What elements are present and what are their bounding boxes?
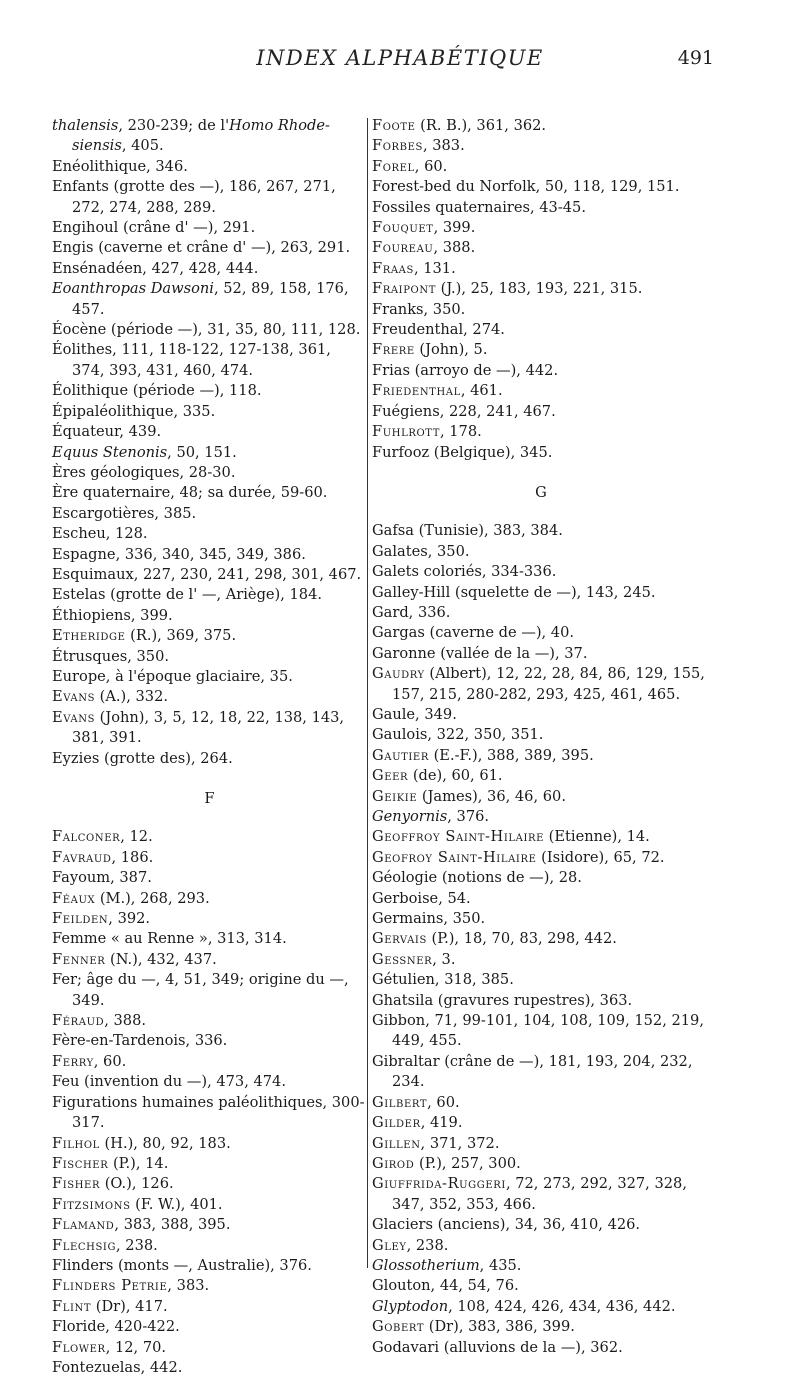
index-entry [372, 1052, 710, 1093]
entry-text: , 435. [479, 1256, 522, 1274]
index-entry [372, 725, 710, 745]
entry-name: Fraas [372, 259, 414, 277]
entry-text: Ensénadéen, 427, 428, 444. [52, 259, 259, 277]
entry-text: (M.), 268, 293. [95, 889, 210, 907]
entry-name: Gaudry [372, 665, 425, 683]
entry-text: Éolithes, 111, 118-122, 127-138, 361, 374, 393, 431, 460, 474. [52, 341, 331, 379]
entry-text: Flinders (monts —, Australie), 376. [52, 1256, 312, 1274]
index-entry [372, 644, 710, 664]
entry-name: Favraud [52, 848, 112, 866]
entry-name: Fenner [52, 950, 106, 968]
index-entry [372, 218, 710, 238]
index-entry [372, 157, 710, 177]
entry-text: , 376. [447, 808, 490, 825]
entry-text: Femme « au Renne », 313, 314. [52, 930, 287, 948]
entry-text: Engis (caverne et crâne d' —), 263, 291. [52, 239, 351, 257]
entry-text: Gaule, 349. [372, 705, 457, 723]
entry-text: , 230-239; de l' [118, 117, 230, 134]
entry-text: , 238. [406, 1236, 449, 1254]
entry-name: Gilbert [372, 1093, 428, 1111]
index-entry [372, 1134, 710, 1154]
index-entry [52, 1011, 367, 1031]
entry-name: Gobert [372, 1318, 425, 1336]
index-entry [52, 970, 367, 1011]
entry-text: , 12, 70. [105, 1338, 167, 1356]
entry-italic-term: Genyornis [372, 808, 448, 825]
entry-text: , 108, 424, 426, 434, 436, 442. [448, 1297, 676, 1315]
index-entry [52, 1358, 367, 1378]
entry-name: Falconer [52, 828, 121, 846]
entry-text: Épipaléolithique, 335. [52, 402, 216, 420]
entry-text: , 238. [116, 1236, 158, 1254]
entry-italic-term: Eoanthropas Dawsoni [52, 280, 214, 298]
entry-text: (E.-F.), 388, 389, 395. [428, 746, 594, 764]
entry-text: Feu (invention du —), 473, 474. [52, 1073, 286, 1091]
index-entry [372, 766, 710, 786]
entry-text: Estelas (grotte de l' —, Ariège), 184. [52, 586, 323, 604]
index-entry [52, 1256, 367, 1276]
index-entry [52, 1215, 367, 1235]
entry-name: Flechsig [52, 1236, 117, 1254]
entry-text: Esquimaux, 227, 230, 241, 298, 301, 467. [52, 565, 362, 583]
entry-text: (de), 60, 61. [408, 767, 503, 785]
index-entry [372, 868, 710, 888]
entry-text: (John), 3, 5, 12, 18, 22, 138, 143, 381, 391. [72, 708, 345, 747]
entry-name: Evans [52, 708, 96, 726]
entry-name: Geofroy Saint-Hilaire [372, 848, 537, 866]
index-entry [52, 1236, 367, 1256]
index-entry [52, 848, 367, 868]
index-entry [52, 868, 367, 888]
entry-text: , 405. [121, 137, 164, 155]
index-entry [52, 909, 367, 929]
index-entry [52, 1338, 367, 1358]
entry-text: Frias (arroyo de —), 442. [372, 361, 559, 379]
index-entry [372, 562, 710, 582]
entry-text: Équateur, 439. [52, 423, 162, 441]
entry-text: Galates, 350. [372, 542, 470, 560]
index-entry [372, 1338, 710, 1358]
index-entry [52, 157, 367, 177]
index-entry [372, 1317, 710, 1337]
entry-text: Franks, 350. [372, 300, 466, 318]
entry-text: (Dr), 417. [91, 1297, 168, 1315]
entry-text: (Dr), 383, 386, 399. [424, 1318, 575, 1336]
index-entry [372, 279, 710, 299]
entry-name: Geoffroy Saint-Hilaire [372, 828, 545, 846]
entry-text: Glouton, 44, 54, 76. [372, 1277, 519, 1295]
index-entry [372, 929, 710, 949]
index-entry [372, 848, 710, 868]
index-entry [372, 381, 710, 401]
entry-name: Foureau [372, 239, 434, 257]
index-entry [372, 1276, 710, 1296]
index-column-right [372, 116, 710, 1358]
entry-name: Flower [52, 1338, 106, 1356]
page-title: INDEX ALPHABÉTIQUE [256, 46, 544, 70]
entry-text: , 388. [104, 1012, 147, 1030]
index-entry [372, 1236, 710, 1256]
entry-text: Gerboise, 54. [372, 889, 471, 907]
entry-text: Germains, 350. [372, 910, 486, 928]
section-letter: F [204, 790, 215, 807]
index-entry [372, 623, 710, 643]
entry-text: (P.), 257, 300. [414, 1154, 521, 1172]
entry-text: Fuégiens, 228, 241, 467. [372, 402, 556, 420]
entry-text: Gétulien, 318, 385. [372, 971, 514, 989]
entry-text: (Etienne), 14. [544, 828, 650, 846]
index-entry [372, 320, 710, 340]
entry-name: Filhol [52, 1134, 100, 1152]
index-column-left [52, 116, 367, 1378]
index-entry [52, 422, 367, 442]
index-entry [52, 1154, 367, 1174]
page-number: 491 [677, 47, 714, 69]
entry-name: Féaux [52, 889, 96, 907]
index-entry [52, 381, 367, 401]
entry-text: (P.), 14. [108, 1154, 169, 1172]
entry-name: Giuffrida-Ruggeri [372, 1175, 506, 1193]
entry-name: Girod [372, 1154, 415, 1172]
entry-text: (A.), 332. [95, 688, 169, 706]
entry-text: , 388. [433, 239, 476, 257]
entry-text: , 3. [432, 950, 456, 968]
index-entry [372, 116, 710, 136]
index-entry [372, 1297, 710, 1317]
index-entry [52, 687, 367, 707]
entry-text: Gafsa (Tunisie), 383, 384. [372, 522, 563, 540]
index-entry [52, 1174, 367, 1194]
index-entry [52, 1276, 367, 1296]
entry-text: Galley-Hill (squelette de —), 143, 245. [372, 583, 656, 601]
index-entry [372, 361, 710, 381]
index-entry [372, 1154, 710, 1174]
entry-text: Europe, à l'époque glaciaire, 35. [52, 667, 293, 685]
entry-text: Fontezuelas, 442. [52, 1358, 183, 1376]
index-entry [52, 749, 367, 769]
entry-text: , 60. [414, 157, 448, 175]
entry-name: Fischer [52, 1154, 109, 1172]
index-entry [52, 626, 367, 646]
entry-text: Godavari (alluvions de la —), 362. [372, 1338, 623, 1356]
page-header [0, 46, 800, 86]
entry-text: Floride, 420-422. [52, 1318, 180, 1336]
index-entry [372, 1113, 710, 1133]
entry-italic-term: Glossotherium [372, 1256, 480, 1274]
entry-text: , 383, 388, 395. [114, 1216, 231, 1234]
index-entry [372, 1093, 710, 1113]
index-entry [52, 238, 367, 258]
index-entry [372, 889, 710, 909]
entry-text: Enfants (grotte des —), 186, 267, 271, 272, 274, 288, 289. [52, 178, 336, 216]
entry-text: (Isidore), 65, 72. [536, 848, 665, 866]
entry-text: , 399. [433, 219, 476, 237]
index-entry [52, 565, 367, 585]
index-entry [52, 950, 367, 970]
index-entry [372, 177, 710, 197]
column-divider [367, 118, 368, 1268]
entry-text: Ères géologiques, 28-30. [52, 463, 236, 481]
entry-text: (John), 5. [414, 341, 488, 359]
entry-text: (Albert), 12, 22, 28, 84, 86, 129, 155, 157, 215, 280-282, 293, 425, 461, 465. [392, 665, 705, 703]
index-entry [52, 1052, 367, 1072]
index-entry [52, 402, 367, 422]
entry-text: Fer; âge du —, 4, 51, 349; origine du —, 349. [52, 971, 349, 1009]
entry-text: , 383. [422, 137, 465, 155]
index-entry [372, 1011, 710, 1052]
index-entry [52, 585, 367, 605]
entry-text: (H.), 80, 92, 183. [99, 1134, 231, 1152]
entry-text: (N.), 432, 437. [105, 950, 217, 968]
index-entry [372, 583, 710, 603]
entry-name: Fuhlrott [372, 423, 440, 441]
entry-text: Espagne, 336, 340, 345, 349, 386. [52, 545, 306, 563]
entry-italic-term: Equus Stenonis [52, 443, 168, 461]
index-entry [372, 136, 710, 156]
entry-name: Feilden [52, 910, 109, 928]
index-entry [372, 827, 710, 847]
index-entry [52, 1297, 367, 1317]
entry-name: Gessner [372, 950, 433, 968]
entry-text: Fayoum, 387. [52, 869, 152, 887]
entry-name: Fouquet [372, 219, 434, 237]
index-entry [52, 1195, 367, 1215]
entry-text: Engihoul (crâne d' —), 291. [52, 219, 256, 237]
index-entry [52, 218, 367, 238]
entry-text: Forest-bed du Norfolk, 50, 118, 129, 151. [372, 178, 680, 196]
entry-text: Éthiopiens, 399. [52, 606, 173, 624]
entry-text: Gargas (caverne de —), 40. [372, 624, 574, 642]
index-entry [52, 647, 367, 667]
index-entry [52, 1072, 367, 1092]
entry-name: Fisher [52, 1175, 101, 1193]
index-entry [372, 909, 710, 929]
entry-text: , 60. [93, 1052, 127, 1070]
index-entry [52, 524, 367, 544]
entry-name: Flinders Petrie [52, 1277, 168, 1295]
index-entry [52, 504, 367, 524]
index-entry [52, 1031, 367, 1051]
entry-name: Gautier [372, 746, 429, 764]
index-entry [52, 279, 367, 320]
index-entry [372, 807, 710, 827]
index-entry [372, 950, 710, 970]
entry-text: Galets coloriés, 334-336. [372, 563, 557, 581]
entry-name: Forbes [372, 137, 423, 155]
entry-text: Garonne (vallée de la —), 37. [372, 644, 588, 662]
index-entry [372, 787, 710, 807]
index-entry [372, 402, 710, 422]
index-entry [52, 929, 367, 949]
entry-text: Enéolithique, 346. [52, 157, 188, 175]
entry-text: Figurations humaines paléolithiques, 300-317. [52, 1093, 365, 1132]
section-letter: G [535, 483, 547, 501]
index-entry [372, 970, 710, 990]
entry-text: , 371, 372. [420, 1134, 500, 1152]
index-entry [372, 542, 710, 562]
entry-italic-term: thalensis [52, 117, 119, 134]
entry-italic-term: Glyptodon [372, 1297, 449, 1315]
index-entry [52, 827, 367, 847]
index-entry [52, 320, 367, 340]
entry-text: , 12. [120, 828, 153, 846]
entry-text: , 131. [413, 259, 456, 277]
index-entry [52, 606, 367, 626]
entry-text: Étrusques, 350. [52, 647, 170, 665]
index-entry [52, 889, 367, 909]
entry-name: Friedenthal [372, 382, 461, 400]
entry-text: Éocène (période —), 31, 35, 80, 111, 128. [52, 321, 361, 339]
entry-name: Gillen [372, 1134, 421, 1152]
entry-text: , 461. [460, 382, 503, 400]
entry-text: Escheu, 128. [52, 525, 148, 543]
entry-name: Frere [372, 341, 415, 359]
entry-text: , 72, 273, 292, 327, 328, 347, 352, 353, 466. [392, 1175, 687, 1213]
entry-name: Flint [52, 1297, 92, 1315]
index-entry [372, 991, 710, 1011]
entry-name: Geikie [372, 787, 418, 805]
entry-name: Féraud [52, 1012, 105, 1030]
entry-name: Forel [372, 157, 415, 175]
index-entry [372, 443, 710, 463]
entry-text: (J.), 25, 183, 193, 221, 315. [435, 280, 643, 298]
entry-text: Gard, 336. [372, 603, 451, 621]
entry-text: Gibraltar (crâne de —), 181, 193, 204, 232, 234. [372, 1052, 693, 1091]
index-entry [52, 463, 367, 483]
entry-text: , 60. [427, 1093, 460, 1111]
entry-name: Geer [372, 767, 409, 785]
index-entry [372, 664, 710, 705]
entry-text: (R. B.), 361, 362. [415, 117, 547, 134]
entry-text: Furfooz (Belgique), 345. [372, 443, 553, 461]
entry-name: Foote [372, 117, 416, 134]
index-entry [372, 259, 710, 279]
entry-name: Flamand [52, 1216, 115, 1234]
entry-text: Fère-en-Tardenois, 336. [52, 1032, 228, 1050]
entry-text: (P.), 18, 70, 83, 298, 442. [426, 930, 617, 948]
entry-text: Éolithique (période —), 118. [52, 382, 262, 400]
entry-text: (F. W.), 401. [130, 1195, 223, 1213]
index-entry [52, 1093, 367, 1134]
index-entry [372, 521, 710, 541]
entry-text: , 52, 89, 158, 176, 457. [72, 280, 349, 318]
entry-text: Ghatsila (gravures rupestres), 363. [372, 991, 633, 1009]
entry-text: Gaulois, 322, 350, 351. [372, 726, 544, 744]
index-entry [372, 1174, 710, 1215]
entry-text: (R.), 369, 375. [125, 627, 237, 645]
entry-text: , 186. [111, 848, 154, 866]
entry-text: Glaciers (anciens), 34, 36, 410, 426. [372, 1216, 641, 1234]
entry-name: Fitzsimons [52, 1195, 131, 1213]
entry-text: Fossiles quaternaires, 43-45. [372, 198, 586, 216]
entry-text: Escargotières, 385. [52, 504, 197, 522]
entry-text: (James), 36, 46, 60. [417, 787, 566, 805]
entry-text: , 383. [167, 1277, 210, 1295]
index-entry [52, 667, 367, 687]
entry-text: , 178. [439, 423, 482, 441]
index-entry [372, 422, 710, 442]
index-entry [52, 116, 367, 157]
index-entry [52, 483, 367, 503]
entry-text: Ère quaternaire, 48; sa durée, 59-60. [52, 484, 328, 502]
entry-name: Evans [52, 688, 96, 706]
index-entry [372, 300, 710, 320]
index-entry [52, 1134, 367, 1154]
index-entry [52, 443, 367, 463]
index-entry [372, 238, 710, 258]
index-entry [372, 198, 710, 218]
entry-text: , 50, 151. [167, 443, 237, 461]
entry-text: Eyzies (grotte des), 264. [52, 749, 233, 767]
index-entry [372, 705, 710, 725]
entry-text: Géologie (notions de —), 28. [372, 869, 582, 887]
entry-text: , 419. [420, 1114, 463, 1132]
entry-italic-term: Homo Rhode-siensis [72, 117, 330, 155]
entry-name: Gley [372, 1236, 407, 1254]
index-entry [372, 746, 710, 766]
entry-name: Ferry [52, 1052, 94, 1070]
entry-text: Gibbon, 71, 99-101, 104, 108, 109, 152, 219, 449, 455. [372, 1012, 704, 1050]
index-entry [52, 545, 367, 565]
entry-text: , 392. [108, 910, 151, 928]
entry-name: Gilder [372, 1114, 421, 1132]
index-entry [52, 177, 367, 218]
index-entry [372, 1215, 710, 1235]
entry-name: Etheridge [52, 627, 126, 645]
entry-text: Freudenthal, 274. [372, 321, 505, 339]
index-entry [52, 1317, 367, 1337]
index-entry [52, 340, 367, 381]
index-entry [52, 708, 367, 749]
entry-text: (O.), 126. [100, 1175, 174, 1193]
index-entry [52, 259, 367, 279]
entry-name: Fraipont [372, 280, 436, 298]
index-entry [372, 340, 710, 360]
index-entry [372, 603, 710, 623]
index-entry [372, 1256, 710, 1276]
entry-name: Gervais [372, 930, 427, 948]
